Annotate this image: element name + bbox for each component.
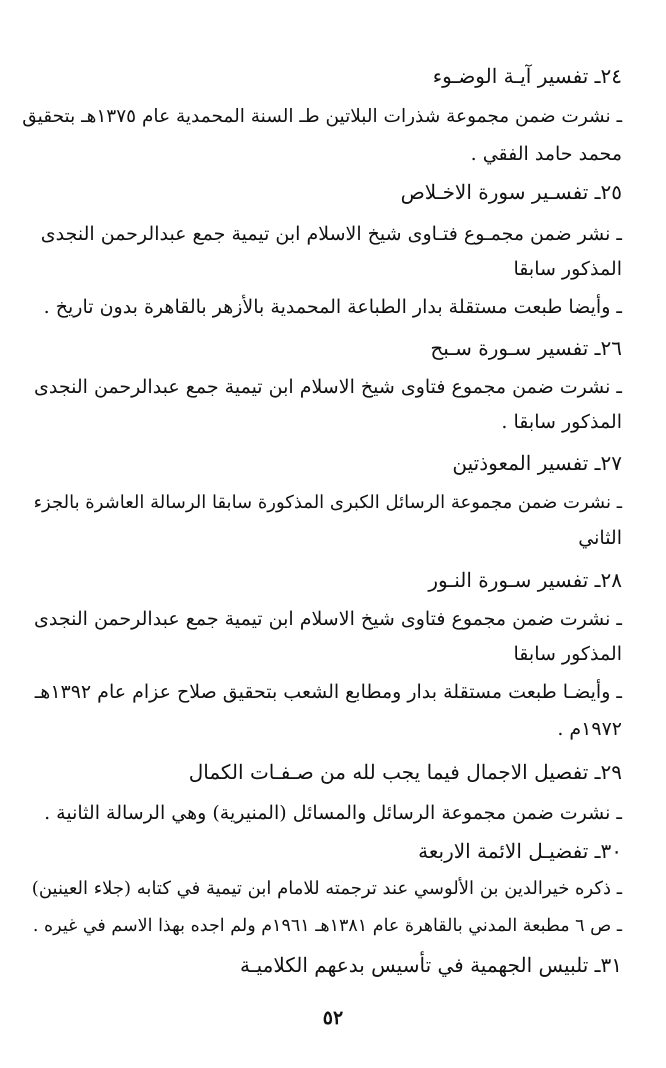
entry-27-text-line: الثاني [578,527,622,549]
entry-29-text-line: ـ نشرت ضمن مجموعة الرسائل والمسائل (المنيرية) وهي الرسالة الثانية . [44,802,622,824]
page-number: ٥٢ [322,1007,344,1029]
entry-28-text-line: ـ نشرت ضمن مجموع فتاوى شيخ الاسلام ابن تيمية جمع عبدالرحمن النجدى [34,608,622,630]
entry-24-heading: ٢٤ـ تفسير آيـة الوضـوء [432,64,622,88]
entry-28-heading: ٢٨ـ تفسير سـورة النـور [428,568,622,592]
entry-29-heading: ٢٩ـ تفصيل الاجمال فيما يجب لله من صـفـات الكمال [188,760,622,784]
entry-28-text-line: المذكور سابقا [513,643,622,665]
entry-25-text-line: ـ نشر ضمن مجمـوع فتـاوى شيخ الاسلام ابن تيمية جمع عبدالرحمن النجدى [40,223,622,245]
entry-31-heading: ٣١ـ تلبيس الجهمية في تأسيس بدعهم الكلاميـة [239,953,622,977]
entry-26-text-line: ـ نشرت ضمن مجموع فتاوى شيخ الاسلام ابن تيمية جمع عبدالرحمن النجدى [34,376,622,398]
entry-26-heading: ٢٦ـ تفسير سـورة سـبح [430,336,622,360]
entry-26-text-line: المذكور سابقا . [501,411,622,433]
entry-25-heading: ٢٥ـ تفسـير سورة الاخـلاص [400,180,622,204]
entry-25-text-line: المذكور سابقا [513,258,622,280]
entry-28-text-line: ١٩٧٢م . [557,718,622,740]
entry-27-heading: ٢٧ـ تفسير المعوذتين [452,451,622,475]
entry-30-text-line: ـ ذكره خيرالدين بن الألوسي عند ترجمته للامام ابن تيمية في كتابه (جلاء العينين) [31,878,622,899]
entry-24-text-line: محمد حامد الفقي . [470,143,622,165]
entry-24-text-line: ـ نشرت ضمن مجموعة شذرات البلاتين طـ السنة المحمدية عام ١٣٧٥هـ بتحقيق [22,106,622,127]
entry-30-text-line: ـ ص ٦ مطبعة المدني بالقاهرة عام ١٣٨١هـ ١٩٦١م ولم اجده بهذا الاسم في غيره . [32,916,622,936]
entry-27-text-line: ـ نشرت ضمن مجموعة الرسائل الكبرى المذكورة سابقا الرسالة العاشرة بالجزء [33,492,622,513]
entry-30-heading: ٣٠ـ تفضيـل الائمة الاربعة [418,839,622,863]
entry-28-text-line: ـ وأيضـا طبعت مستقلة بدار ومطابع الشعب بتحقيق صلاح عزام عام ١٣٩٢هـ [34,681,622,703]
entry-25-text-line: ـ وأيضا طبعت مستقلة بدار الطباعة المحمدية بالأزهر بالقاهرة بدون تاريخ . [43,296,622,318]
